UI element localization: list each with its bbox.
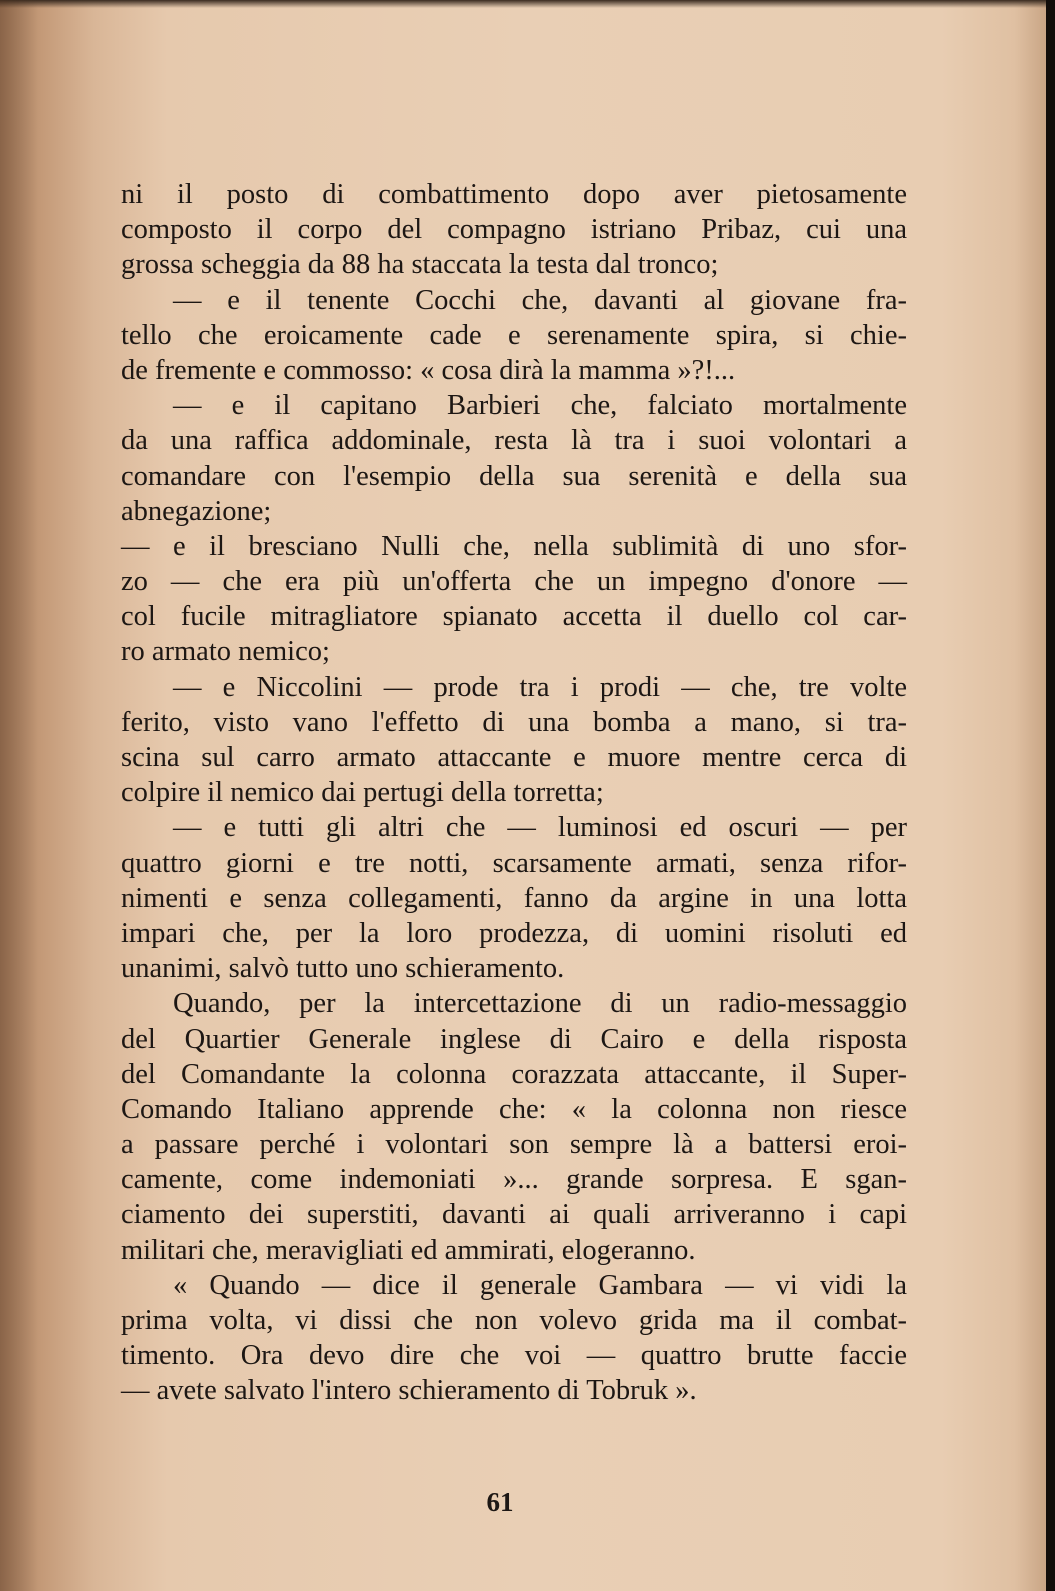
text-line: ciamento dei superstiti, davanti ai quali arriveranno i capi (121, 1199, 907, 1231)
text-line: Comando Italiano apprende che: « la colonna non riesce (121, 1093, 907, 1125)
text-line: unanimi, salvò tutto uno schieramento. (121, 953, 565, 985)
spine-shadow (0, 0, 38, 1591)
text-line: de fremente e commosso: « cosa dirà la mamma »?!... (121, 354, 736, 386)
page-edge (1046, 0, 1055, 1591)
text-line: quattro giorni e tre notti, scarsamente armati, senza rifor- (121, 847, 907, 879)
text-line: camente, come indemoniati »... grande sorpresa. E sgan- (121, 1164, 907, 1196)
text-line: da una raffica addominale, resta là tra i suoi volontari a (121, 425, 907, 457)
text-line: impari che, per la loro prodezza, di uomini risoluti ed (121, 917, 907, 949)
text-line: — e Niccolini — prode tra i prodi — che, tre volte (173, 671, 907, 703)
text-line: — avete salvato l'intero schieramento di Tobruk ». (121, 1375, 697, 1407)
body-text (121, 177, 907, 1409)
text-line: ni il posto di combattimento dopo aver pietosamente (121, 179, 907, 210)
text-line: « Quando — dice il generale Gambara — vi vidi la (173, 1269, 907, 1301)
text-line: timento. Ora devo dire che voi — quattro brutte faccie (121, 1340, 907, 1372)
text-line: zo — che era più un'offerta che un impegno d'onore — (121, 566, 907, 598)
text-line: prima volta, vi dissi che non volevo grida ma il combat- (121, 1305, 907, 1336)
text-line: del Quartier Generale inglese di Cairo e della risposta (121, 1023, 907, 1055)
text-line: a passare perché i volontari son sempre là a battersi eroi- (121, 1129, 907, 1161)
page-number: 61 (486, 1487, 514, 1517)
text-line: scina sul carro armato attaccante e muore mentre cerca di (121, 742, 907, 773)
text-line: col fucile mitragliatore spianato accetta il duello col car- (121, 601, 907, 633)
text-line: — e il capitano Barbieri che, falciato mortalmente (173, 390, 907, 422)
text-line: nimenti e senza collegamenti, fanno da argine in una lotta (121, 882, 907, 914)
text-line: composto il corpo del compagno istriano Pribaz, cui una (121, 214, 907, 246)
text-line: abnegazione; (121, 495, 272, 527)
text-line: — e il bresciano Nulli che, nella sublimità di uno sfor- (121, 530, 907, 562)
text-line: del Comandante la colonna corazzata attaccante, il Super- (121, 1058, 907, 1090)
text-line: — e il tenente Cocchi che, davanti al giovane fra- (173, 284, 907, 316)
text-line: ferito, visto vano l'effetto di una bomba a mano, si tra- (121, 706, 907, 738)
text-line: — e tutti gli altri che — luminosi ed oscuri — per (173, 812, 907, 844)
text-line: grossa scheggia da 88 ha staccata la testa dal tronco; (121, 249, 719, 281)
text-line: Quando, per la intercettazione di un radio-messaggio (173, 988, 907, 1020)
text-line: colpire il nemico dai pertugi della torretta; (121, 777, 604, 809)
text-line: militari che, meravigliati ed ammirati, elogeranno. (121, 1234, 696, 1266)
text-line: comandare con l'esempio della sua serenità e della sua (121, 460, 907, 492)
text-line: tello che eroicamente cade e serenamente spira, si chie- (121, 319, 907, 351)
text-line: ro armato nemico; (121, 636, 330, 668)
